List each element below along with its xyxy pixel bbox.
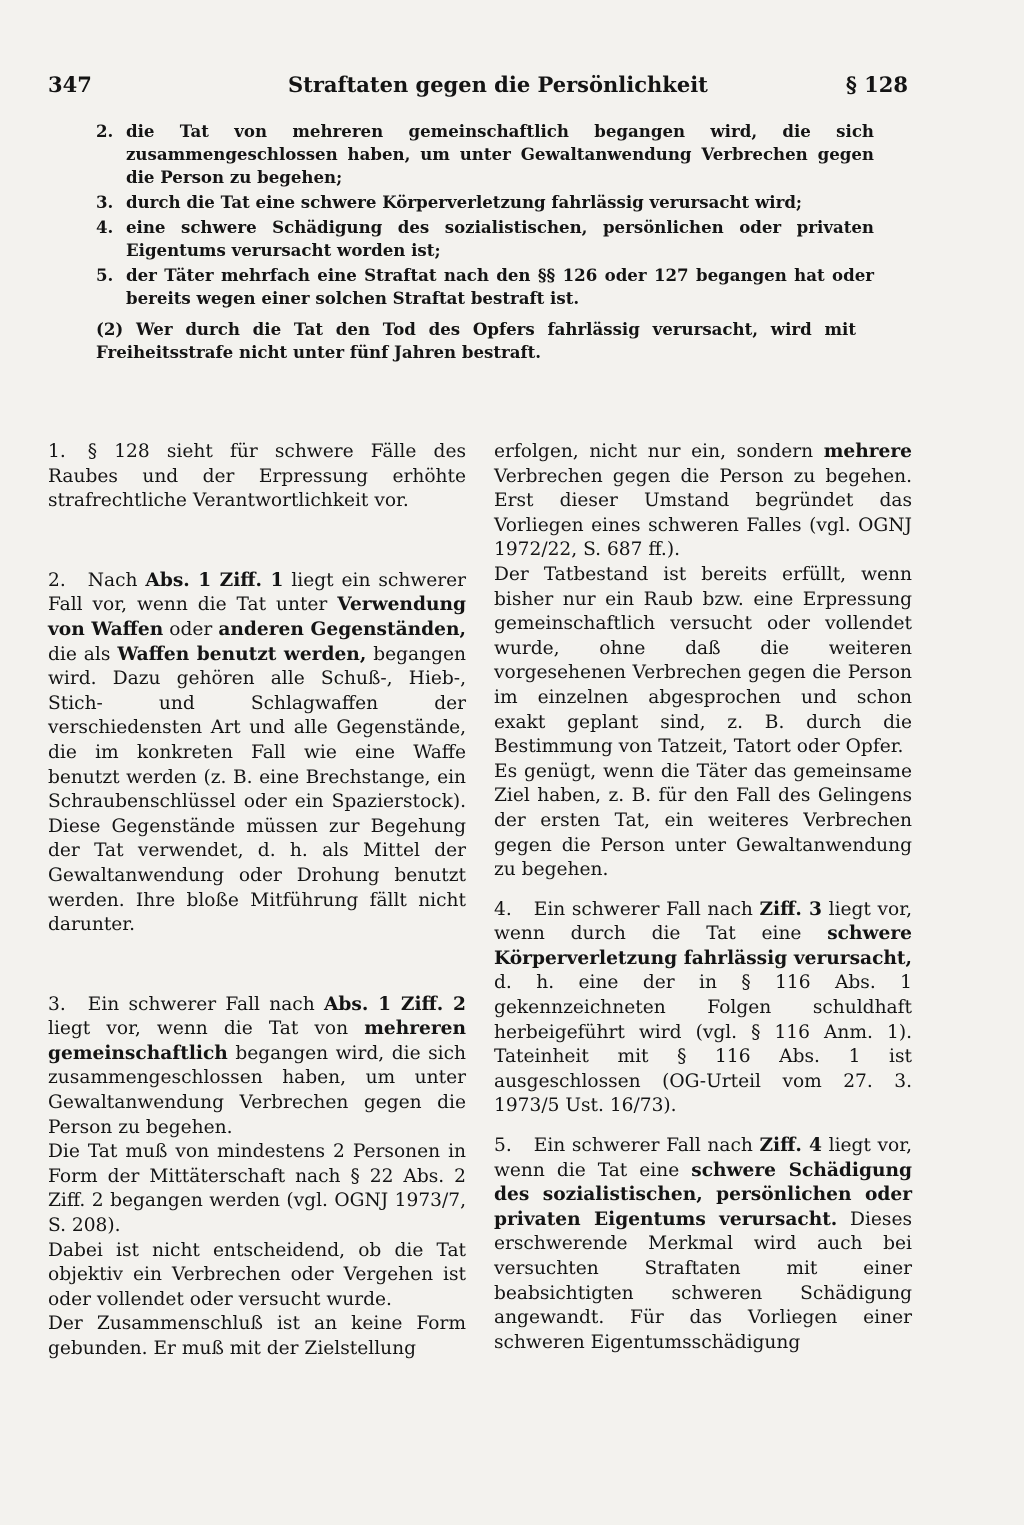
note-text: begangen wird. Dazu gehören alle Schuß-, Hieb-, Stich- und Schlagwaffen der verschiedensten Art und alle Gegenstände, die im konkreten Fall wie eine Waffe benutzt werden (z. B. eine Brechstange, ein Schraubenschlüssel oder ein Spazierstock). Diese Gegenstände müssen zur Begehung der Tat verwendet, d. h. als Mittel der Gewaltanwendung oder Drohung benutzt werden. Ihre bloße Mitführung fällt nicht darunter. [48, 643, 467, 936]
law-item [96, 264, 874, 310]
note-3-paragraph: Der Zusammenschluß ist an keine Form gebunden. Er muß mit der Zielstellung [48, 1313, 466, 1359]
note-text: liegt vor, wenn die Tat eine [494, 1135, 912, 1181]
note-text: liegt vor, wenn durch die Tat eine [494, 898, 912, 945]
law-item [96, 120, 874, 189]
note-bold-term: Verwendung von Waffen [48, 594, 466, 640]
note-bold-ref: Abs. 1 Ziff. 2 [323, 993, 466, 1015]
law-item-number: 2. [96, 121, 114, 141]
note-number: 2. [48, 569, 66, 591]
note-bold-ref: Ziff. 4 [759, 1135, 822, 1157]
law-item-text: durch die Tat eine schwere Körperverletzung fahrlässig verursacht wird; [126, 192, 803, 212]
note-2 [48, 569, 466, 938]
note-text: die als [48, 643, 118, 665]
note-3 [48, 993, 466, 1141]
note-3-continued [494, 440, 912, 563]
note-bold-term: Waffen benutzt werden, [117, 643, 367, 665]
page-number: 347 [48, 72, 92, 97]
note-3-paragraph: Dabei ist nicht entscheidend, ob die Tat objektiv ein Verbrechen oder Vergehen ist oder vollendet oder versucht wurde. [48, 1239, 466, 1310]
note-text: Ein schwerer Fall nach [87, 993, 324, 1015]
note-bold-term: anderen Gegenständen, [218, 618, 466, 640]
note-bold-ref: Abs. 1 Ziff. 1 [145, 569, 284, 591]
note-bold-term: schwere Körperverletzung fahrlässig verursacht, [494, 923, 912, 969]
note-text: liegt vor, wenn die Tat von [48, 1018, 365, 1040]
commentary-right-column [494, 440, 912, 1355]
note-3-paragraph: Es genügt, wenn die Täter das gemeinsame Ziel haben, z. B. für den Fall des Gelingens der ersten Tat, ein weiteres Verbrechen gegen die Person unter Gewaltanwendung zu begehen. [494, 760, 912, 881]
note-5 [494, 1134, 912, 1355]
law-item [96, 216, 874, 262]
note-3-paragraph: Der Tatbestand ist bereits erfüllt, wenn bisher nur ein Raub bzw. eine Erpressung gemeinschaftlich versucht oder vollendet wurde, ohne daß die weiteren vorgesehenen Verbrechen gegen die Person im einzelnen abgesprochen und schon exakt geplant sind, z. B. durch die Bestimmung von Tatzeit, Tatort oder Opfer. [494, 563, 912, 758]
law-item-number: 5. [96, 265, 114, 285]
note-text: § 128 sieht für schwere Fälle des Raubes und der Erpressung erhöhte strafrechtliche Verantwortlichkeit vor. [48, 441, 466, 512]
note-number: 3. [48, 993, 66, 1015]
law-item-number: 4. [96, 217, 114, 237]
note-number: 1. [48, 441, 66, 462]
note-bold-term: schwere Schädigung des sozialistischen, persönlichen oder privaten Eigentums verursacht. [494, 1159, 913, 1230]
law-item-number: 3. [96, 192, 114, 212]
note-number: 4. [494, 898, 512, 920]
law-item-text: der Täter mehrfach eine Straftat nach den §§ 126 oder 127 begangen hat oder bereits wegen einer solchen Straftat bestraft ist. [126, 265, 874, 308]
note-text: Verbrechen gegen die Person zu begehen. Erst dieser Umstand begründet das Vorliegen eines schweren Falles (vgl. OGNJ 1972/22, S. 687 ff.). [494, 465, 912, 561]
page-header [48, 72, 912, 104]
note-text: Ein schwerer Fall nach [533, 1135, 760, 1157]
running-title: Straftaten gegen die Persönlichkeit [288, 72, 708, 97]
note-bold-term: mehrere [823, 441, 912, 462]
note-text: erfolgen, nicht nur ein, sondern [494, 441, 824, 462]
note-text: Dieses erschwerende Merkmal wird auch bei versuchten Straftaten mit einer beabsichtigten schweren Schädigung angewandt. Für das Vorliegen einer schweren Eigentumsschädigung [494, 1208, 912, 1353]
note-text: oder [163, 618, 219, 640]
note-number: 5. [494, 1135, 512, 1157]
law-paragraph-2: (2) Wer durch die Tat den Tod des Opfers fahrlässig verursacht, wird mit Freiheitsstrafe nicht unter fünf Jahren bestraft. [96, 319, 856, 362]
note-1 [48, 440, 466, 514]
note-text: begangen wird, die sich zusammengeschlossen haben, um unter Gewaltanwendung Verbrechen gegen die Person zu begehen. [48, 1042, 466, 1138]
law-item [96, 191, 874, 214]
note-text: Ein schwerer Fall nach [533, 898, 760, 920]
note-text: Nach [87, 569, 146, 591]
note-bold-term: mehreren gemeinschaftlich [48, 1018, 466, 1064]
law-item-text: eine schwere Schädigung des sozialistischen, persönlichen oder privaten Eigentums verursacht worden ist; [126, 217, 874, 260]
note-text: d. h. eine der in § 116 Abs. 1 gekennzeichneten Folgen schuldhaft herbeigeführt wird (vgl. § 116 Anm. 1). Tateinheit mit § 116 Abs. 1 ist ausgeschlossen (OG-Urteil vom 27. 3. 1973/5 Ust. 16/73). [494, 972, 912, 1117]
note-3-paragraph: Die Tat muß von mindestens 2 Personen in Form der Mittäterschaft nach § 22 Abs. 2 Ziff. 2 begangen werden (vgl. OGNJ 1973/7, S. 208). [48, 1141, 466, 1237]
law-text-list [96, 120, 874, 312]
law-item-text: die Tat von mehreren gemeinschaftlich begangen wird, die sich zusammengeschlossen haben, um unter Gewaltanwendung Verbrechen gegen die Person zu begehen; [126, 121, 874, 187]
note-4 [494, 898, 912, 1119]
note-text: liegt ein schwerer Fall vor, wenn die Tat unter [48, 569, 466, 616]
commentary-left-column [48, 440, 466, 1362]
section-number: § 128 [845, 72, 908, 97]
note-bold-ref: Ziff. 3 [759, 898, 822, 920]
